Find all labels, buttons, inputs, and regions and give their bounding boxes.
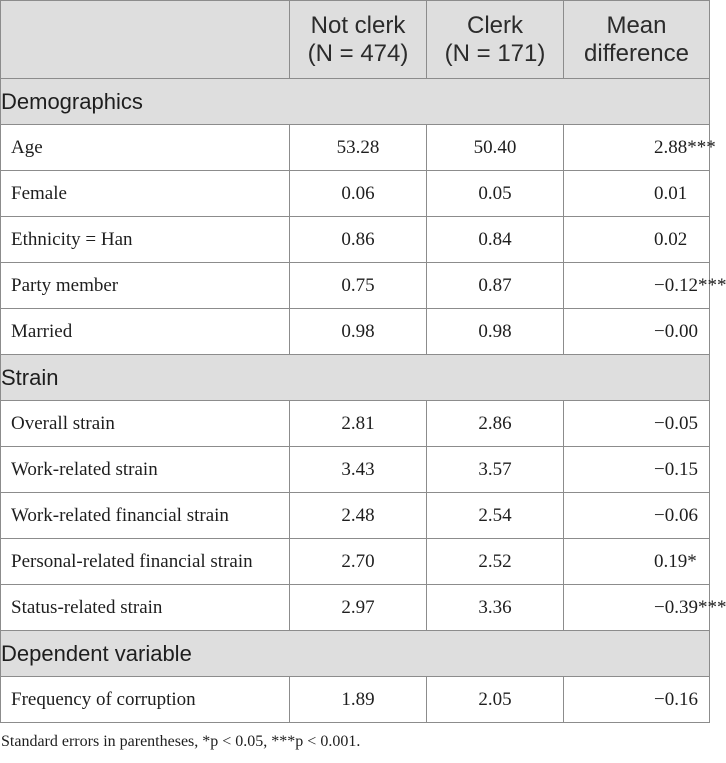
table-row xyxy=(1,585,710,631)
section-title: Strain xyxy=(1,355,710,401)
table-row xyxy=(1,125,710,171)
mean-difference-value: 0.19* xyxy=(564,539,710,585)
not-clerk-value: 0.98 xyxy=(290,309,427,355)
table-row xyxy=(1,447,710,493)
not-clerk-value: 2.97 xyxy=(290,585,427,631)
mean-difference-value: −0.06 xyxy=(564,493,710,539)
row-label: Work-related financial strain xyxy=(1,493,290,539)
row-label: Ethnicity = Han xyxy=(1,217,290,263)
header-not-clerk xyxy=(290,1,427,79)
table-row xyxy=(1,217,710,263)
clerk-value: 0.98 xyxy=(427,309,564,355)
section-title: Demographics xyxy=(1,79,710,125)
section-row-demographics xyxy=(1,79,710,125)
header-not-clerk-line1: Not clerk xyxy=(310,11,406,39)
row-label: Work-related strain xyxy=(1,447,290,493)
row-label: Age xyxy=(1,125,290,171)
header-clerk-line2: (N = 171) xyxy=(444,39,546,67)
not-clerk-value: 53.28 xyxy=(290,125,427,171)
clerk-value: 2.54 xyxy=(427,493,564,539)
header-not-clerk-line2: (N = 474) xyxy=(307,39,409,67)
table-row xyxy=(1,493,710,539)
not-clerk-value: 3.43 xyxy=(290,447,427,493)
mean-difference-value: 0.02 xyxy=(564,217,710,263)
section-row-strain xyxy=(1,355,710,401)
table-row xyxy=(1,309,710,355)
clerk-value: 0.05 xyxy=(427,171,564,217)
mean-difference-value: −0.39*** xyxy=(564,585,710,631)
table-footnote: Standard errors in parentheses, *p < 0.05, ***p < 0.001. xyxy=(1,733,361,750)
section-row-dependent-variable xyxy=(1,631,710,677)
header-row xyxy=(1,1,710,79)
header-cell-blank xyxy=(1,1,290,79)
not-clerk-value: 2.81 xyxy=(290,401,427,447)
mean-difference-value: 0.01 xyxy=(564,171,710,217)
clerk-value: 2.05 xyxy=(427,677,564,723)
clerk-value: 0.84 xyxy=(427,217,564,263)
mean-difference-value: −0.00 xyxy=(564,309,710,355)
header-mean-difference xyxy=(564,1,710,79)
not-clerk-value: 2.70 xyxy=(290,539,427,585)
not-clerk-value: 2.48 xyxy=(290,493,427,539)
row-label: Overall strain xyxy=(1,401,290,447)
row-label: Party member xyxy=(1,263,290,309)
not-clerk-value: 0.06 xyxy=(290,171,427,217)
mean-difference-value: −0.16 xyxy=(564,677,710,723)
table-row xyxy=(1,263,710,309)
header-mean-difference-line2: difference xyxy=(584,39,689,67)
table-row xyxy=(1,401,710,447)
clerk-value: 2.52 xyxy=(427,539,564,585)
not-clerk-value: 0.86 xyxy=(290,217,427,263)
clerk-value: 3.57 xyxy=(427,447,564,493)
row-label: Frequency of corruption xyxy=(1,677,290,723)
not-clerk-value: 0.75 xyxy=(290,263,427,309)
section-title: Dependent variable xyxy=(1,631,710,677)
row-label: Status-related strain xyxy=(1,585,290,631)
mean-difference-value: −0.15 xyxy=(564,447,710,493)
clerk-value: 50.40 xyxy=(427,125,564,171)
clerk-value: 2.86 xyxy=(427,401,564,447)
clerk-value: 0.87 xyxy=(427,263,564,309)
not-clerk-value: 1.89 xyxy=(290,677,427,723)
mean-difference-value: −0.12*** xyxy=(564,263,710,309)
header-clerk xyxy=(427,1,564,79)
row-label: Female xyxy=(1,171,290,217)
row-label: Personal-related financial strain xyxy=(1,539,290,585)
mean-difference-value: 2.88*** xyxy=(564,125,710,171)
header-mean-difference-line1: Mean xyxy=(606,11,667,39)
clerk-value: 3.36 xyxy=(427,585,564,631)
table-row xyxy=(1,677,710,723)
header-clerk-line1: Clerk xyxy=(466,11,523,39)
mean-difference-value: −0.05 xyxy=(564,401,710,447)
table-row xyxy=(1,171,710,217)
table-row xyxy=(1,539,710,585)
row-label: Married xyxy=(1,309,290,355)
